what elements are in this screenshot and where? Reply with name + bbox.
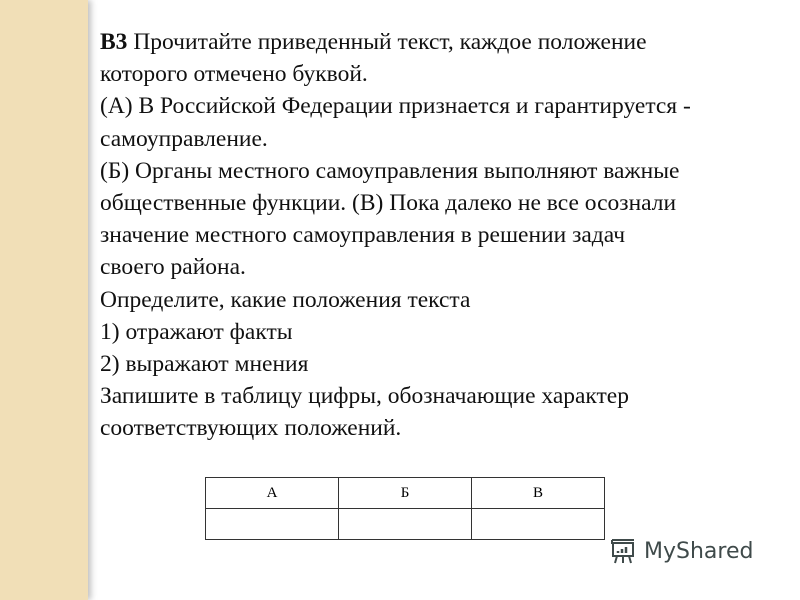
text-line: Запишите в таблицу цифры, обозначающие характер [100, 383, 629, 410]
task-label: B3 [100, 29, 128, 55]
header-cell-a: А [206, 478, 339, 509]
text-line: Определите, какие положения текста [100, 286, 471, 313]
text-line: значение местного самоуправления в решении задач [100, 222, 626, 249]
answer-cell-a [206, 509, 339, 540]
text-line: самоуправление. [100, 125, 268, 152]
task-text [100, 26, 780, 445]
presentation-chart-icon [608, 536, 638, 566]
text-line: (Б) Органы местного самоуправления выполняют важные [100, 157, 680, 184]
text-line: 1) отражают факты [100, 318, 293, 345]
answer-table [205, 477, 605, 540]
text-line: 2) выражают мнения [100, 351, 309, 378]
text-line: (А) В Российской Федерации признается и гарантируется - [100, 93, 691, 120]
table-answer-row [206, 509, 605, 540]
text-line-span: Прочитайте приведенный текст, каждое положение [133, 29, 647, 55]
text-line: общественные функции. (В) Пока далеко не все осознали [100, 190, 677, 217]
table-header-row [206, 478, 605, 509]
header-cell-b: Б [339, 478, 472, 509]
text-line: которого отмечено буквой. [100, 61, 368, 88]
text-line: своего района. [100, 254, 246, 281]
watermark-logo [608, 536, 753, 566]
text-line [100, 26, 780, 58]
answer-cell-b [339, 509, 472, 540]
text-line: соответствующих положений. [100, 415, 402, 442]
watermark-text: MyShared [644, 538, 754, 564]
answer-cell-v [472, 509, 605, 540]
header-cell-v: В [472, 478, 605, 509]
decorative-side-strip [0, 0, 88, 600]
